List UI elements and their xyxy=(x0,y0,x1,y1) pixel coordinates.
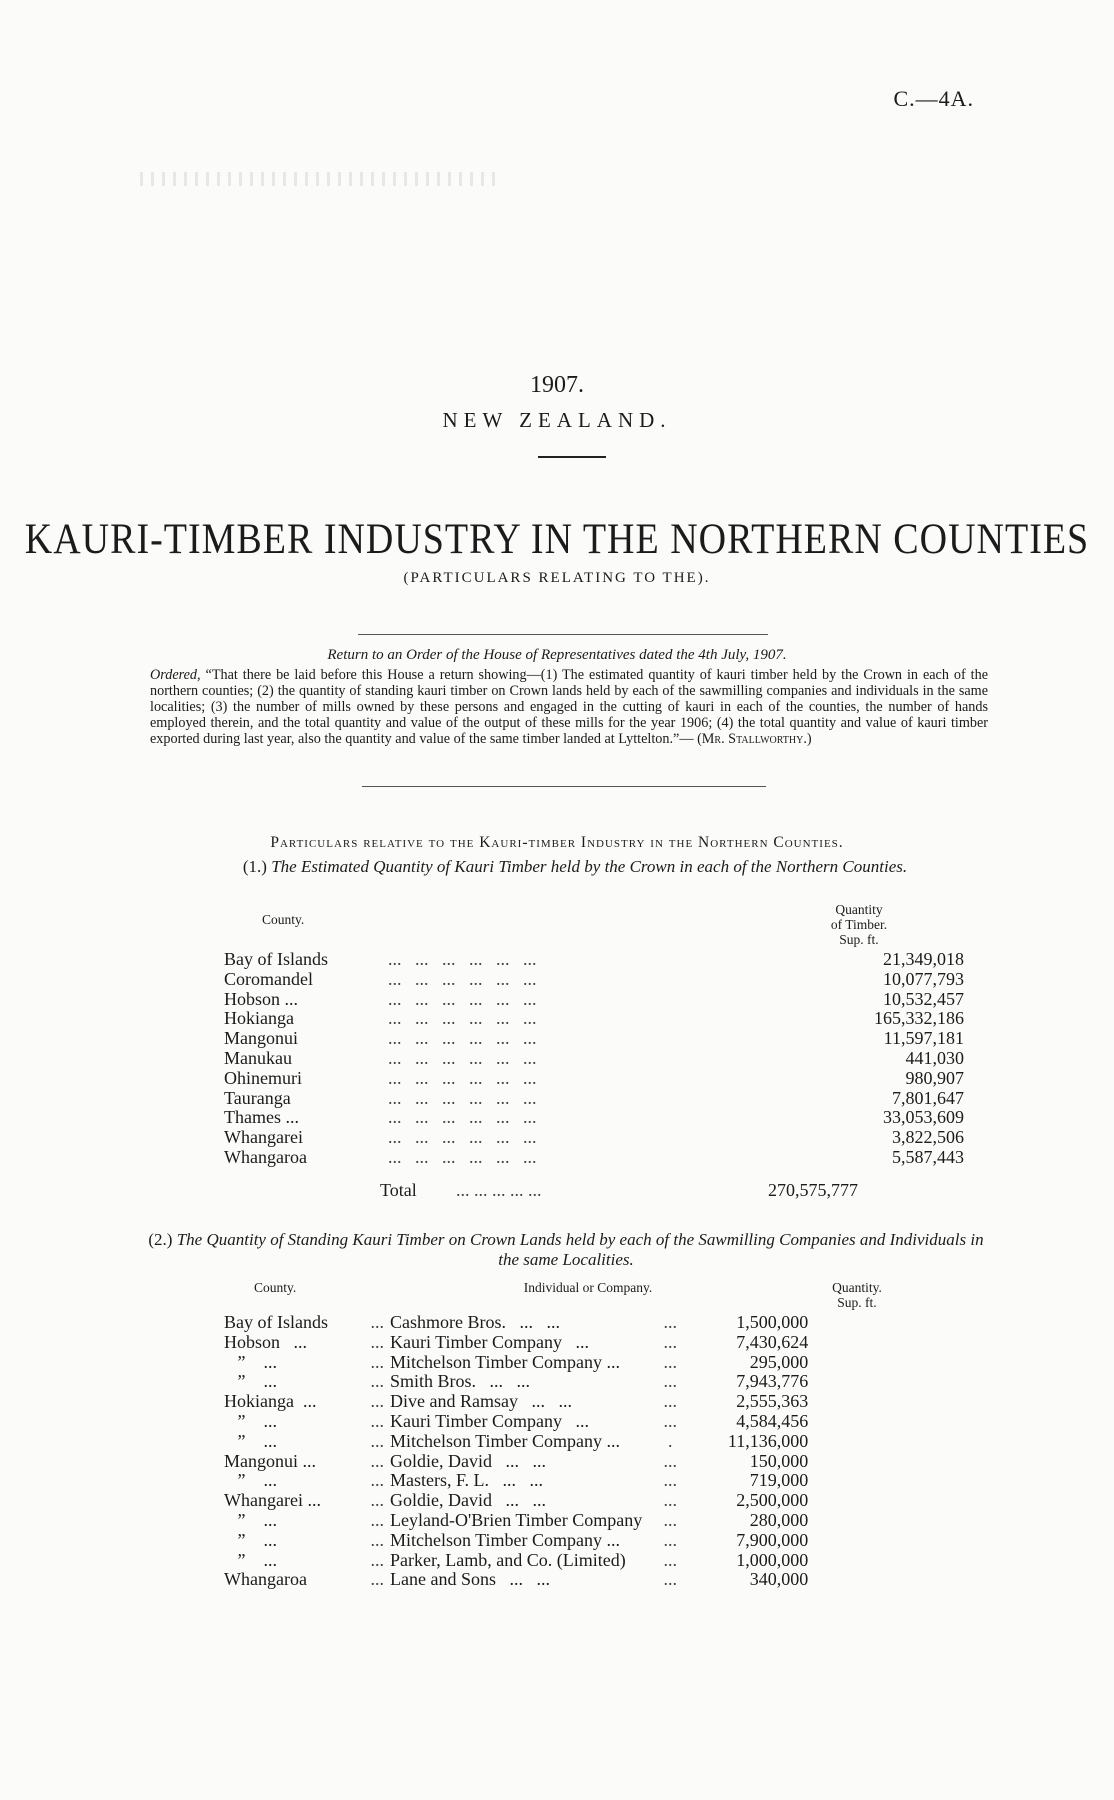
quantity-cell: 21,349,018 xyxy=(883,949,964,969)
table-row xyxy=(224,1372,808,1392)
quantity-cell: 2,500,000 xyxy=(736,1490,809,1511)
county-cell: Hobson ... xyxy=(224,1331,308,1352)
table-row xyxy=(224,1069,964,1089)
leader-dots: ... ... ... ... ... ... xyxy=(388,1107,537,1128)
leader-dots: ... xyxy=(663,1450,677,1471)
leader-dots: ... ... ... ... ... ... xyxy=(388,1067,537,1088)
return-order-line: Return to an Order of the House of Representatives dated the 4th July, 1907. xyxy=(327,647,787,663)
county-cell: Whangaroa xyxy=(224,1569,307,1590)
table-row xyxy=(224,1029,964,1049)
county-cell: Tauranga xyxy=(224,1087,291,1108)
quantity-cell: 33,053,609 xyxy=(883,1107,964,1128)
leader-dots: ... ... ... ... ... ... xyxy=(388,1028,537,1049)
year-heading: 1907. xyxy=(530,372,584,398)
table-row xyxy=(224,1570,808,1590)
table2-county-header: County. xyxy=(254,1280,297,1295)
order-paragraph xyxy=(150,667,988,747)
leader-dots: ... xyxy=(663,1331,677,1352)
quantity-cell: 441,030 xyxy=(905,1047,964,1068)
county-cell: ” ... xyxy=(224,1430,277,1451)
county-cell: Bay of Islands xyxy=(224,1312,328,1332)
leader-dots: ... xyxy=(663,1569,677,1590)
county-cell: ” ... xyxy=(224,1371,277,1392)
county-cell: Mangonui ... xyxy=(224,1450,316,1471)
table2-heading xyxy=(148,1230,984,1270)
county-cell: Whangarei xyxy=(224,1127,303,1148)
leader-dots: ... xyxy=(370,1331,384,1352)
county-cell: ” ... xyxy=(224,1549,277,1570)
leader-dots: ... xyxy=(370,1569,384,1590)
qty-header-line: Quantity. xyxy=(832,1280,882,1295)
leader-dots: ... xyxy=(663,1549,677,1570)
county-cell: Whangarei ... xyxy=(224,1490,321,1511)
quantity-cell: 5,587,443 xyxy=(892,1146,964,1167)
table2-number: (2.) xyxy=(148,1230,173,1249)
county-cell: Mangonui xyxy=(224,1028,298,1049)
qty-header-line: of Timber. xyxy=(830,917,888,932)
leader-dots: ... xyxy=(370,1351,384,1372)
leader-dots: ... ... ... ... ... ... xyxy=(388,1087,537,1108)
table-row xyxy=(224,1511,808,1531)
qty-header-line: Sup. ft. xyxy=(839,932,879,947)
leader-dots: ... xyxy=(663,1371,677,1392)
county-cell: ” ... xyxy=(224,1470,277,1491)
leader-dots: ... xyxy=(370,1470,384,1491)
faint-bleed-through xyxy=(140,172,500,186)
quantity-cell: 295,000 xyxy=(749,1351,809,1372)
table-row xyxy=(224,1412,808,1432)
total-dots: ... ... ... ... ... xyxy=(456,1180,542,1200)
county-cell: Ohinemuri xyxy=(224,1067,302,1088)
county-cell: Hokianga ... xyxy=(224,1391,317,1412)
table-row xyxy=(224,1333,808,1353)
quantity-cell: 7,943,776 xyxy=(736,1371,809,1392)
quantity-cell: 10,532,457 xyxy=(883,988,964,1009)
leader-dots: ... xyxy=(370,1490,384,1511)
order-mover: (Mr. Stallworthy.) xyxy=(697,731,812,747)
leader-dots: ... xyxy=(663,1529,677,1550)
leader-dots: ... ... ... ... ... ... xyxy=(388,988,537,1009)
quantity-cell: 11,597,181 xyxy=(883,1028,964,1049)
holder-cell: Mitchelson Timber Company ... xyxy=(390,1430,621,1451)
order-text: “That there be laid before this House a return showing—(1) The estimated quantity of kauri timber held by the Crown in each of the northern counties; (2) the quantity of standing kauri timber on Crown lands held by each of the sawmilling companies and individuals in the same localities; (3) the number of mills owned by these persons and engaged in the cutting of kauri in each of the counties, the number of hands employed therein, and the total quantity and value of the output of these mills for the year 1906; (4) the total quantity and value of kauri timber exported during last year, also the quantity and value of the same timber landed at Lyttelton.”— xyxy=(150,667,988,747)
table-row xyxy=(224,1353,808,1373)
quantity-cell: 7,801,647 xyxy=(892,1087,964,1108)
holder-cell: Parker, Lamb, and Co. (Limited) xyxy=(390,1549,626,1570)
divider-rule xyxy=(362,786,766,787)
total-label: Total xyxy=(380,1180,417,1200)
county-cell: ” ... xyxy=(224,1351,277,1372)
table1-county-header: County. xyxy=(262,912,305,927)
table-row xyxy=(224,1531,808,1551)
leader-dots: ... xyxy=(370,1391,384,1412)
table-row xyxy=(224,970,964,990)
table-row xyxy=(224,1551,808,1571)
holder-cell: Kauri Timber Company ... xyxy=(390,1410,590,1431)
holder-cell: Masters, F. L. ... ... xyxy=(390,1470,544,1491)
holder-cell: Goldie, David ... ... xyxy=(390,1450,546,1471)
leader-dots: ... ... ... ... ... ... xyxy=(388,1047,537,1068)
leader-dots: ... ... ... ... ... ... xyxy=(388,1146,537,1167)
quantity-cell: 10,077,793 xyxy=(883,968,964,989)
quantity-cell: 3,822,506 xyxy=(892,1127,964,1148)
holder-cell: Kauri Timber Company ... xyxy=(390,1331,590,1352)
divider-rule xyxy=(538,456,606,458)
leader-dots: ... xyxy=(370,1430,384,1451)
document-reference: C.—4A. xyxy=(893,86,974,111)
table-row xyxy=(224,1108,964,1128)
leader-dots: ... xyxy=(663,1391,677,1412)
table-row xyxy=(224,950,964,970)
leader-dots: ... ... ... ... ... ... xyxy=(388,949,537,969)
holder-cell: Mitchelson Timber Company ... xyxy=(390,1351,621,1372)
quantity-cell: 1,000,000 xyxy=(736,1549,809,1570)
county-cell: Whangaroa xyxy=(224,1146,307,1167)
quantity-cell: 165,332,186 xyxy=(874,1008,964,1029)
leader-dots: ... xyxy=(370,1312,384,1332)
quantity-cell: 11,136,000 xyxy=(727,1430,809,1451)
table-row xyxy=(224,1148,964,1168)
holder-cell: Goldie, David ... ... xyxy=(390,1490,546,1511)
county-cell: Thames ... xyxy=(224,1107,299,1128)
table-row xyxy=(224,1491,808,1511)
table2-title: The Quantity of Standing Kauri Timber on Crown Lands held by each of the Sawmilling Companies and Individuals in the same Localities. xyxy=(176,1230,984,1269)
quantity-cell: 980,907 xyxy=(905,1067,964,1088)
county-cell: ” ... xyxy=(224,1509,277,1530)
order-lead: Ordered, xyxy=(150,667,201,683)
leader-dots: ... xyxy=(370,1371,384,1392)
table2 xyxy=(224,1313,808,1590)
leader-dots: ... xyxy=(663,1490,677,1511)
holder-cell: Smith Bros. ... ... xyxy=(390,1371,531,1392)
holder-cell: Leyland-O'Brien Timber Company xyxy=(390,1509,643,1530)
leader-dots: ... xyxy=(370,1509,384,1530)
holder-cell: Mitchelson Timber Company ... xyxy=(390,1529,621,1550)
table1 xyxy=(224,950,964,1168)
quantity-cell: 150,000 xyxy=(749,1450,809,1471)
quantity-cell: 4,584,456 xyxy=(736,1410,809,1431)
quantity-cell: 7,430,624 xyxy=(736,1331,809,1352)
county-cell: Hobson ... xyxy=(224,988,299,1009)
page-subtitle: (PARTICULARS RELATING TO THE). xyxy=(403,570,711,586)
table1-heading xyxy=(160,857,990,877)
table-row xyxy=(224,1392,808,1412)
quantity-cell: 719,000 xyxy=(749,1470,809,1491)
table1-title: The Estimated Quantity of Kauri Timber held by the Crown in each of the Northern Counties. xyxy=(271,857,908,876)
table-row xyxy=(224,1009,964,1029)
table1-total-row xyxy=(380,1180,858,1201)
table-row xyxy=(224,1471,808,1491)
leader-dots: ... xyxy=(663,1470,677,1491)
table-row xyxy=(224,1049,964,1069)
quantity-cell: 340,000 xyxy=(749,1569,809,1590)
leader-dots: ... xyxy=(663,1312,677,1332)
holder-cell: Dive and Ramsay ... ... xyxy=(390,1391,572,1412)
quantity-cell: 1,500,000 xyxy=(736,1312,809,1332)
table-row xyxy=(224,990,964,1010)
table-row xyxy=(224,1128,964,1148)
holder-cell: Lane and Sons ... ... xyxy=(390,1569,550,1590)
leader-dots: ... xyxy=(370,1529,384,1550)
leader-dots: ... xyxy=(370,1549,384,1570)
leader-dots: . xyxy=(667,1430,673,1451)
quantity-cell: 280,000 xyxy=(749,1509,809,1530)
leader-dots: ... xyxy=(663,1351,677,1372)
leader-dots: ... ... ... ... ... ... xyxy=(388,1008,537,1029)
table2-quantity-header xyxy=(812,1280,902,1310)
country-heading: NEW ZEALAND. xyxy=(442,408,672,432)
table-row xyxy=(224,1089,964,1109)
total-value: 270,575,777 xyxy=(768,1180,858,1200)
leader-dots: ... xyxy=(663,1509,677,1530)
table2-individual-header: Individual or Company. xyxy=(523,1280,653,1295)
qty-header-line: Quantity xyxy=(835,902,883,917)
particulars-heading: Particulars relative to the Kauri-timber Industry in the Northern Counties. xyxy=(270,834,844,851)
qty-header-line: Sup. ft. xyxy=(837,1295,877,1310)
leader-dots: ... ... ... ... ... ... xyxy=(388,1127,537,1148)
leader-dots: ... ... ... ... ... ... xyxy=(388,968,537,989)
holder-cell: Cashmore Bros. ... ... xyxy=(390,1312,560,1332)
table-row xyxy=(224,1432,808,1452)
county-cell: Hokianga xyxy=(224,1008,294,1029)
county-cell: ” ... xyxy=(224,1529,277,1550)
table-row xyxy=(224,1313,808,1333)
county-cell: Manukau xyxy=(224,1047,292,1068)
table-row xyxy=(224,1452,808,1472)
leader-dots: ... xyxy=(370,1410,384,1431)
quantity-cell: 2,555,363 xyxy=(736,1391,809,1412)
leader-dots: ... xyxy=(370,1450,384,1471)
table1-number: (1.) xyxy=(242,857,267,876)
county-cell: Coromandel xyxy=(224,968,313,989)
county-cell: ” ... xyxy=(224,1410,277,1431)
page-title: KAURI-TIMBER INDUSTRY IN THE NORTHERN COUNTIES xyxy=(24,515,1090,564)
leader-dots: ... xyxy=(663,1410,677,1431)
table1-quantity-header xyxy=(804,902,914,947)
divider-rule xyxy=(358,634,768,635)
county-cell: Bay of Islands xyxy=(224,949,328,969)
quantity-cell: 7,900,000 xyxy=(736,1529,809,1550)
